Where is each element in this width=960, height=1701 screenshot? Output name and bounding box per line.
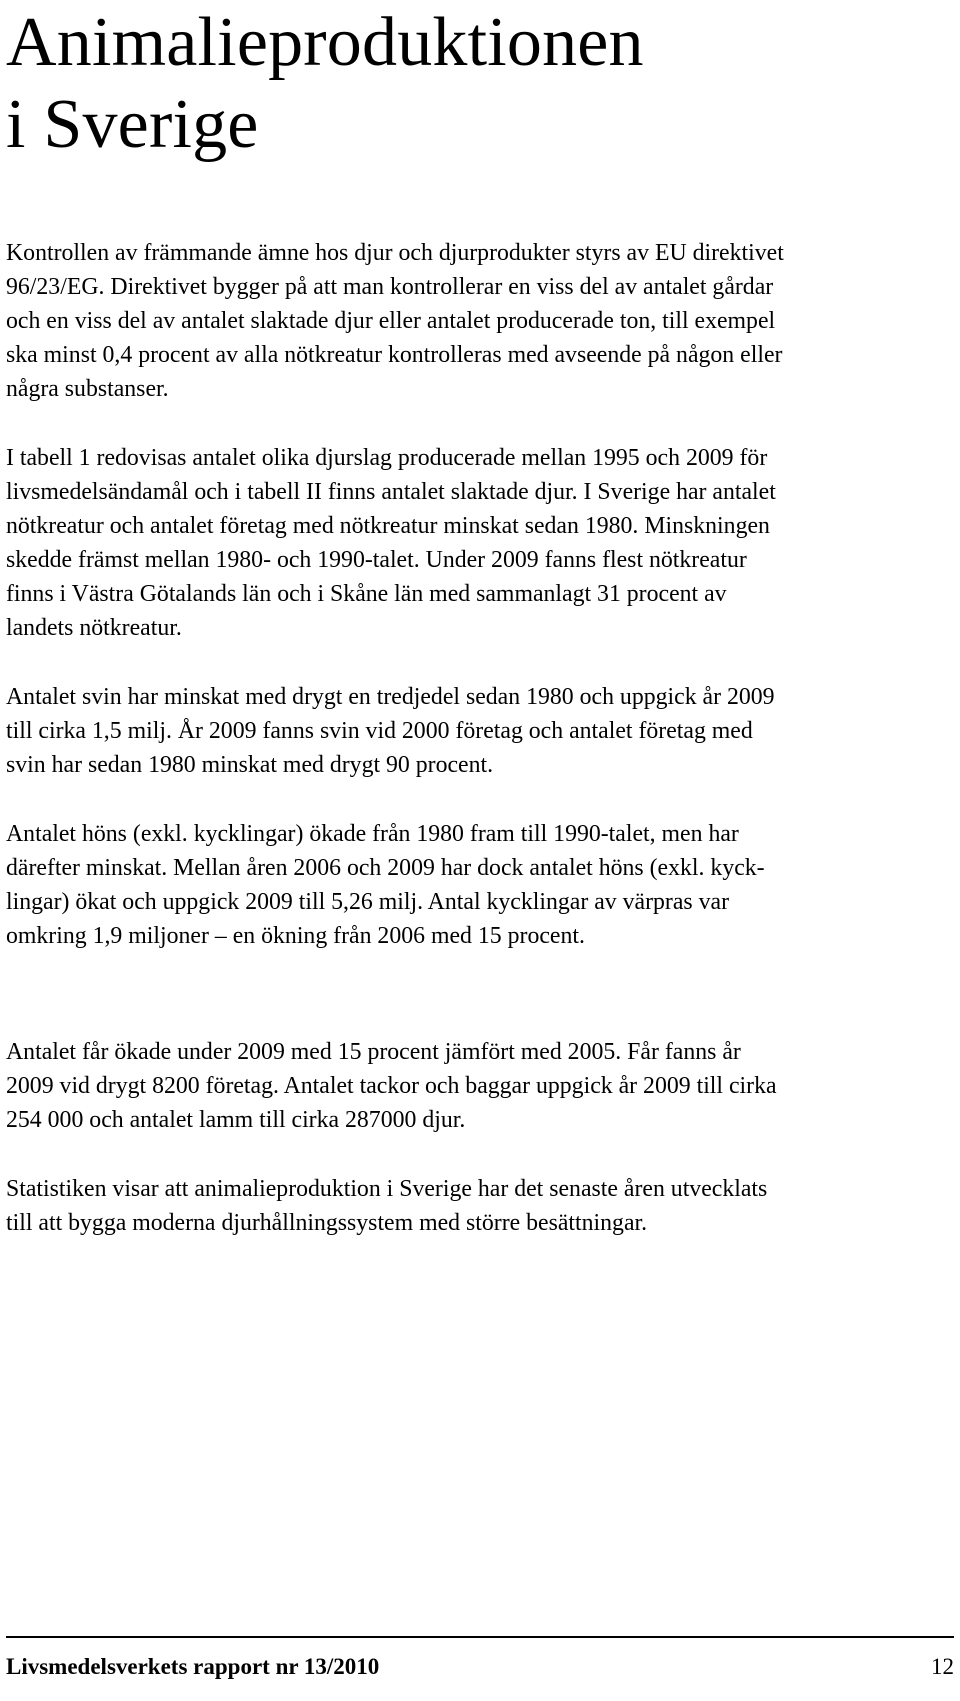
paragraph-poultry: Antalet höns (exkl. kycklingar) ökade från 1980 fram till 1990-talet, men har därefter minskat. Mellan åren 2006 och 2009 har dock antalet höns (exkl. kyck- lingar) ökat och uppgick 2009 till 5,26 milj. Antal kycklingar av värpras var omkring 1,9 miljoner – en ökning från 2006 med 15 procent. <box>6 821 765 949</box>
page-footer <box>6 1636 954 1686</box>
page-number: 12 <box>931 1654 954 1679</box>
page-title-line-2: i Sverige <box>6 86 259 163</box>
page-title <box>6 2 644 166</box>
document-body <box>6 236 954 1240</box>
page-title-line-1: Animalieproduktionen <box>6 4 644 81</box>
paragraph-statistics: Statistiken visar att animalieproduktion i Sverige har det senaste åren utvecklats till att bygga moderna djurhållningssystem med större besättningar. <box>6 1176 768 1236</box>
report-label: Livsmedelsverkets rapport nr 13/2010 <box>6 1654 380 1679</box>
paragraph-eu-directive: Kontrollen av främmande ämne hos djur och djurprodukter styrs av EU direktivet 96/23/EG. Direktivet bygger på att man kontrollerar en viss del av antalet gårdar och en viss del av antalet slaktade djur eller antalet producerade ton, till exempel ska minst 0,4 procent av alla nötkreatur kontrolleras med avseende på någon eller några substanser. <box>6 240 784 402</box>
paragraph-sheep: Antalet får ökade under 2009 med 15 procent jämfört med 2005. Får fanns år 2009 vid drygt 8200 företag. Antalet tackor och baggar uppgick år 2009 till cirka 254 000 och antalet lamm till cirka 287000 djur. <box>6 1039 777 1133</box>
paragraph-cattle: I tabell 1 redovisas antalet olika djurslag producerade mellan 1995 och 2009 för livsmedelsändamål och i tabell II finns antalet slaktade djur. I Sverige har antalet nötkreatur och antalet företag med nötkreatur minskat sedan 1980. Minskningen skedde främst mellan 1980- och 1990-talet. Under 2009 fanns flest nötkreatur finns i Västra Götalands län och i Skåne län med sammanlagt 31 procent av landets nötkreatur. <box>6 445 776 641</box>
paragraph-pigs: Antalet svin har minskat med drygt en tredjedel sedan 1980 och uppgick år 2009 till cirka 1,5 milj. År 2009 fanns svin vid 2000 företag och antalet företag med svin har sedan 1980 minskat med drygt 90 procent. <box>6 684 775 778</box>
